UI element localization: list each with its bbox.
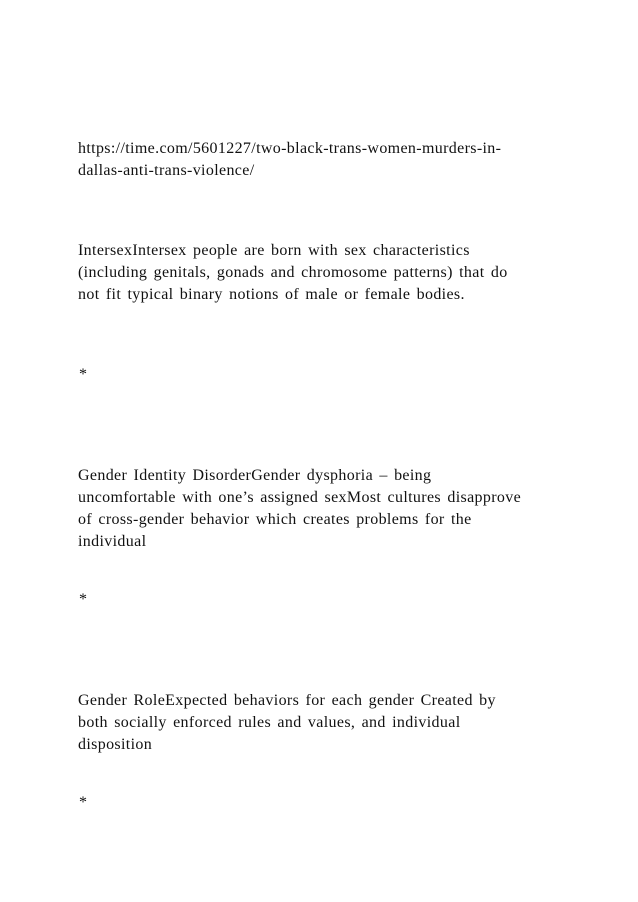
source-url-paragraph [78, 138, 568, 182]
gender-identity-line-2: uncomfortable with one’s assigned sexMost cultures disapprove [78, 489, 522, 506]
gender-role-line-3: disposition [78, 736, 153, 753]
url-line-1: https://time.com/5601227/two-black-trans-women-murders-in- [78, 140, 502, 157]
slide-separator-3: * [79, 794, 87, 811]
slide-separator-1: * [79, 366, 87, 383]
intersex-line-1: IntersexIntersex people are born with sex characteristics [78, 242, 470, 259]
intersex-paragraph [78, 240, 568, 306]
gender-role-paragraph [78, 690, 568, 756]
gender-identity-line-1: Gender Identity DisorderGender dysphoria – being [78, 467, 432, 484]
intersex-line-3: not fit typical binary notions of male or female bodies. [78, 286, 465, 303]
intersex-line-2: (including genitals, gonads and chromosome patterns) that do [78, 264, 508, 281]
gender-identity-line-4: individual [78, 533, 147, 550]
gender-role-line-2: both socially enforced rules and values, and individual [78, 714, 461, 731]
gender-role-line-1: Gender RoleExpected behaviors for each gender Created by [78, 692, 496, 709]
gender-identity-line-3: of cross-gender behavior which creates problems for the [78, 511, 472, 528]
url-line-2: dallas-anti-trans-violence/ [78, 162, 255, 179]
slide-separator-2: * [79, 591, 87, 608]
gender-identity-paragraph [78, 465, 568, 553]
